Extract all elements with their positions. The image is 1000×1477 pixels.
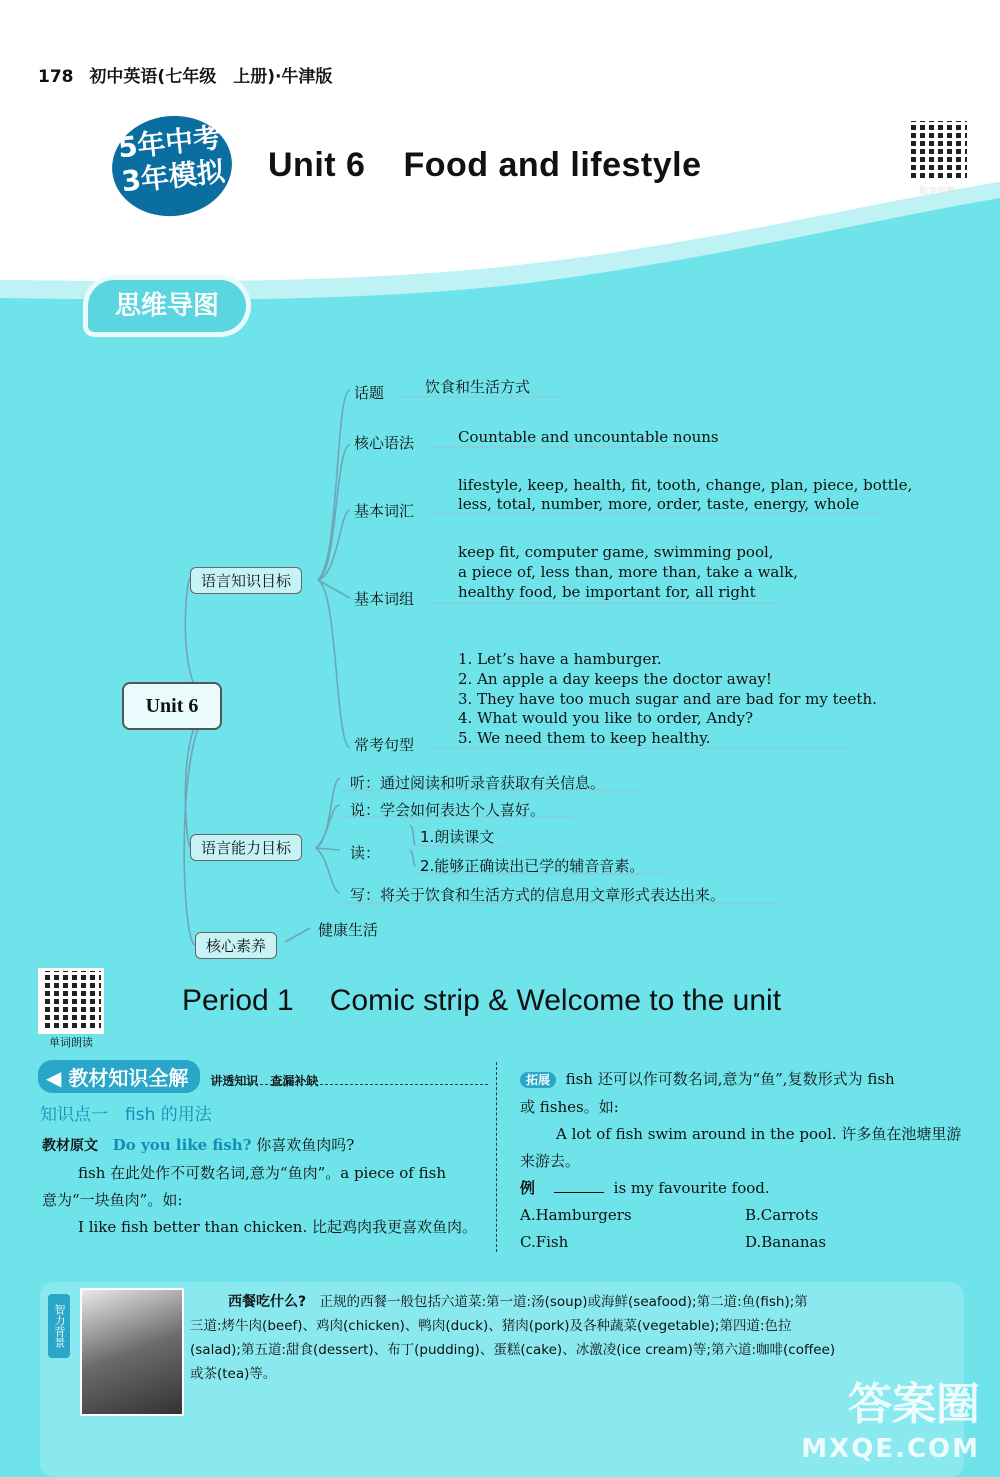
period-number: Period 1 [182,984,294,1017]
period-name: Comic strip & Welcome to the unit [329,984,782,1017]
example-label: 例 [520,1179,536,1197]
qr-caption: 单词朗读 [49,1036,93,1049]
original-chinese: 你喜欢鱼肉吗? [256,1136,355,1154]
listening-goal: 听：通过阅读和听录音获取有关信息。 [350,774,606,792]
qr-caption: 数字资源 [918,187,955,197]
sentence-item: 4. What would you like to order, Andy? [458,709,754,727]
option-a[interactable]: A.Hamburgers [520,1206,632,1224]
knowledge-point-body [42,1132,492,1241]
reading-goal-label: 读： [350,844,381,862]
period-title [182,984,817,1018]
background-line: 或茶(tea)等。 [190,1366,277,1382]
section-title: ◀ 教材知识全解 [38,1060,200,1093]
topic-value: 饮食和生活方式 [425,378,531,396]
extension-line: 或 fishes。如: [520,1098,619,1116]
original-label: 教材原文 [42,1138,98,1154]
book-title: 初中英语(七年级 上册)·牛津版 [89,67,333,87]
reading-goal-item: 2.能够正确读出已学的辅音音素。 [420,857,645,875]
western-food-photo [80,1288,184,1416]
original-text-row [42,1132,492,1160]
page-header [38,62,332,87]
phrases-label: 基本词组 [354,590,415,608]
knowledge-point-title: 知识点一 fish 的用法 [40,1105,212,1125]
explanation: 意为“一块鱼肉”。如: [42,1191,183,1209]
section-header [38,1060,318,1093]
branch-language-ability: 语言能力目标 [190,834,302,861]
background-line: 西餐吃什么? 正规的西餐一般包括六道菜:第一道:汤(soup)或海鲜(seafood);第二道:鱼(fish);第 [228,1294,808,1310]
sentence-item: 1. Let’s have a hamburger. [458,650,662,668]
topic-label: 话题 [354,384,385,402]
background-line: 三道:烤牛肉(beef)、鸡肉(chicken)、鸭肉(duck)、猪肉(pork)及各种蔬菜(vegetable);第四道:色拉 [190,1318,792,1334]
mindmap-section-label: 思维导图 [88,280,246,332]
vocab-line: less, total, number, more, order, taste, energy, whole [458,495,860,513]
extension-line: 拓展 fish 还可以作可数名词,意为“鱼”,复数形式为 fish [520,1066,970,1094]
qr-code-digital-resources[interactable] [904,118,970,197]
background-side-label: 智力背景 [48,1294,70,1358]
section-subtitle: 讲透知识 查漏补缺 [210,1074,319,1088]
grammar-label: 核心语法 [354,434,415,452]
sentence-item: 2. An apple a day keeps the doctor away! [458,670,772,688]
option-c[interactable]: C.Fish [520,1233,569,1251]
extension-tag: 拓展 [520,1072,556,1088]
mindmap-root: Unit 6 [122,682,222,730]
writing-goal: 写：将关于饮食和生活方式的信息用文章形式表达出来。 [350,886,726,904]
grammar-value: Countable and uncountable nouns [458,428,719,446]
extension-block [520,1066,970,1256]
exercise-question: 例 is my favourite food. [520,1179,770,1197]
page-number: 178 [38,67,74,87]
exercise-options [520,1202,970,1256]
column-divider [496,1062,497,1252]
phrases-line: healthy food, be important for, all right [458,583,756,601]
sentences-label: 常考句型 [354,736,415,754]
reading-goal-item: 1.朗读课文 [420,828,495,846]
option-d[interactable]: D.Bananas [745,1233,827,1251]
branch-core-literacy: 核心素养 [195,932,277,959]
qr-code-icon [38,968,104,1034]
unit-topic: Food and lifestyle [403,146,702,184]
background-title: 西餐吃什么? [228,1294,307,1310]
background-text [190,1290,960,1386]
example-sentence: I like fish better than chicken. 比起鸡肉我更喜欢鱼肉。 [78,1218,477,1236]
vocab-label: 基本词汇 [354,502,415,520]
option-b[interactable]: B.Carrots [745,1206,819,1224]
qr-code-icon [904,118,970,184]
sentence-item: 5. We need them to keep healthy. [458,729,711,747]
speaking-goal: 说：学会如何表达个人喜好。 [350,801,546,819]
vocab-line: lifestyle, keep, health, fit, tooth, change, plan, piece, bottle, [458,476,913,494]
extension-example: 来游去。 [520,1152,581,1170]
extension-example: A lot of fish swim around in the pool. 许多鱼在池塘里游 [556,1125,962,1143]
section-divider [240,1084,488,1085]
core-value: 健康生活 [318,921,379,939]
phrases-line: a piece of, less than, more than, take a walk, [458,563,799,581]
watermark: 答案圈 MXQE.COM [801,1379,980,1464]
series-logo: 5年中考 3年模拟 [103,106,242,227]
unit-number: Unit 6 [268,146,366,184]
branch-language-knowledge: 语言知识目标 [190,567,302,594]
unit-title [268,146,740,185]
explanation: fish 在此处作不可数名词,意为“鱼肉”。a piece of fish [78,1164,446,1182]
sentence-item: 3. They have too much sugar and are bad for my teeth. [458,690,877,708]
phrases-line: keep fit, computer game, swimming pool, [458,543,774,561]
original-english: Do you like fish? [112,1136,252,1154]
answer-blank[interactable] [554,1192,604,1193]
speaker-icon: ◀ [46,1066,62,1090]
qr-code-word-reading[interactable] [38,968,104,1050]
background-line: (salad);第五道:甜食(dessert)、布丁(pudding)、蛋糕(cake)、冰激凌(ice cream)等;第六道:咖啡(coffee) [190,1342,836,1358]
